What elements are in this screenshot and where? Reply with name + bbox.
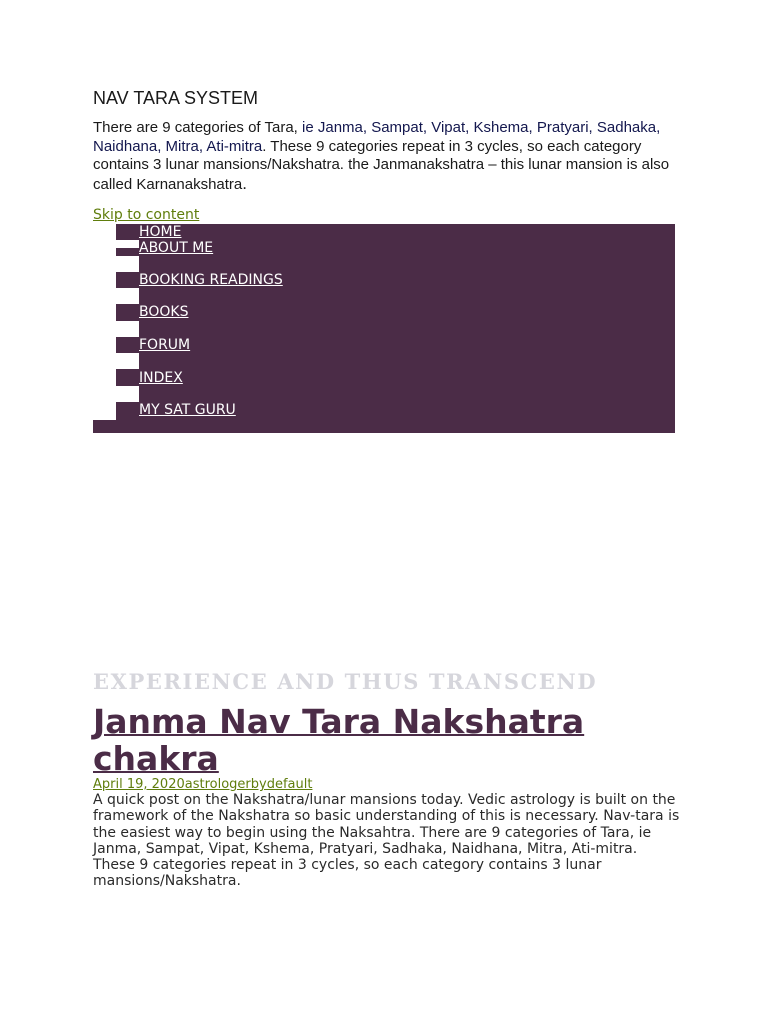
nav-separator — [116, 386, 139, 402]
nav-bottom-block — [93, 420, 139, 433]
site-tagline: EXPERIENCE AND THUS TRANSCEND — [93, 669, 598, 694]
nav-item-index[interactable]: INDEX — [139, 370, 183, 386]
post-excerpt: A quick post on the Nakshatra/lunar mansions today. Vedic astrology is built on the framework of the Nakshatra so basic understanding of this is necessary. Nav-tara is the easiest way to begin using the Naksahtra. There are 9 categories of Tara, ie Janma, Sampat, Vipat, Kshema, Pratyari, Sadhaka, Naidhana, Mitra, Ati-mitra. These 9 categories repeat in 3 cycles, so each category contains 3 lunar mansions/Nakshatra. — [93, 792, 680, 890]
nav-item-my-sat-guru[interactable]: MY SAT GURU — [139, 402, 236, 418]
nav-item-forum[interactable]: FORUM — [139, 337, 191, 353]
skip-to-content-link[interactable]: Skip to content — [93, 207, 200, 223]
post-meta — [93, 777, 312, 793]
nav-item-about-me[interactable]: ABOUT ME — [139, 240, 214, 256]
main-navigation — [93, 224, 675, 433]
intro-tara-list: ie Janma, Sampat, Vipat, Kshema, Pratyari, Sadhaka, Naidhana, Mitra, Ati-mitra — [93, 119, 661, 155]
nav-item-books[interactable]: BOOKS — [139, 304, 189, 320]
intro-section — [93, 86, 683, 194]
nav-item-home[interactable]: HOME — [139, 224, 182, 240]
post-date-link[interactable]: April 19, 2020 — [93, 777, 185, 792]
nav-separator — [116, 288, 139, 304]
intro-paragraph — [93, 119, 683, 194]
intro-heading: NAV TARA SYSTEM — [93, 88, 259, 108]
intro-text-rest: . These 9 categories repeat in 3 cycles, so each category contains 3 lunar mansions/Nakshatra. the Janmanakshatra – this lunar mansion is also called Karnanakshatra — [93, 137, 670, 193]
nav-separator — [116, 240, 139, 248]
nav-separator — [116, 321, 139, 337]
post-author-link[interactable]: astrologerbydefault — [184, 777, 313, 792]
nav-separator — [116, 256, 139, 272]
post-title-link[interactable]: Janma Nav Tara Nakshatra chakra — [93, 702, 585, 778]
nav-item-booking-readings[interactable]: BOOKING READINGS — [139, 272, 283, 288]
nav-separator — [116, 353, 139, 369]
nav-indent-strip — [93, 224, 116, 420]
intro-text-end: . — [242, 173, 247, 193]
intro-text-start: There are 9 categories of Tara, — [93, 119, 303, 136]
